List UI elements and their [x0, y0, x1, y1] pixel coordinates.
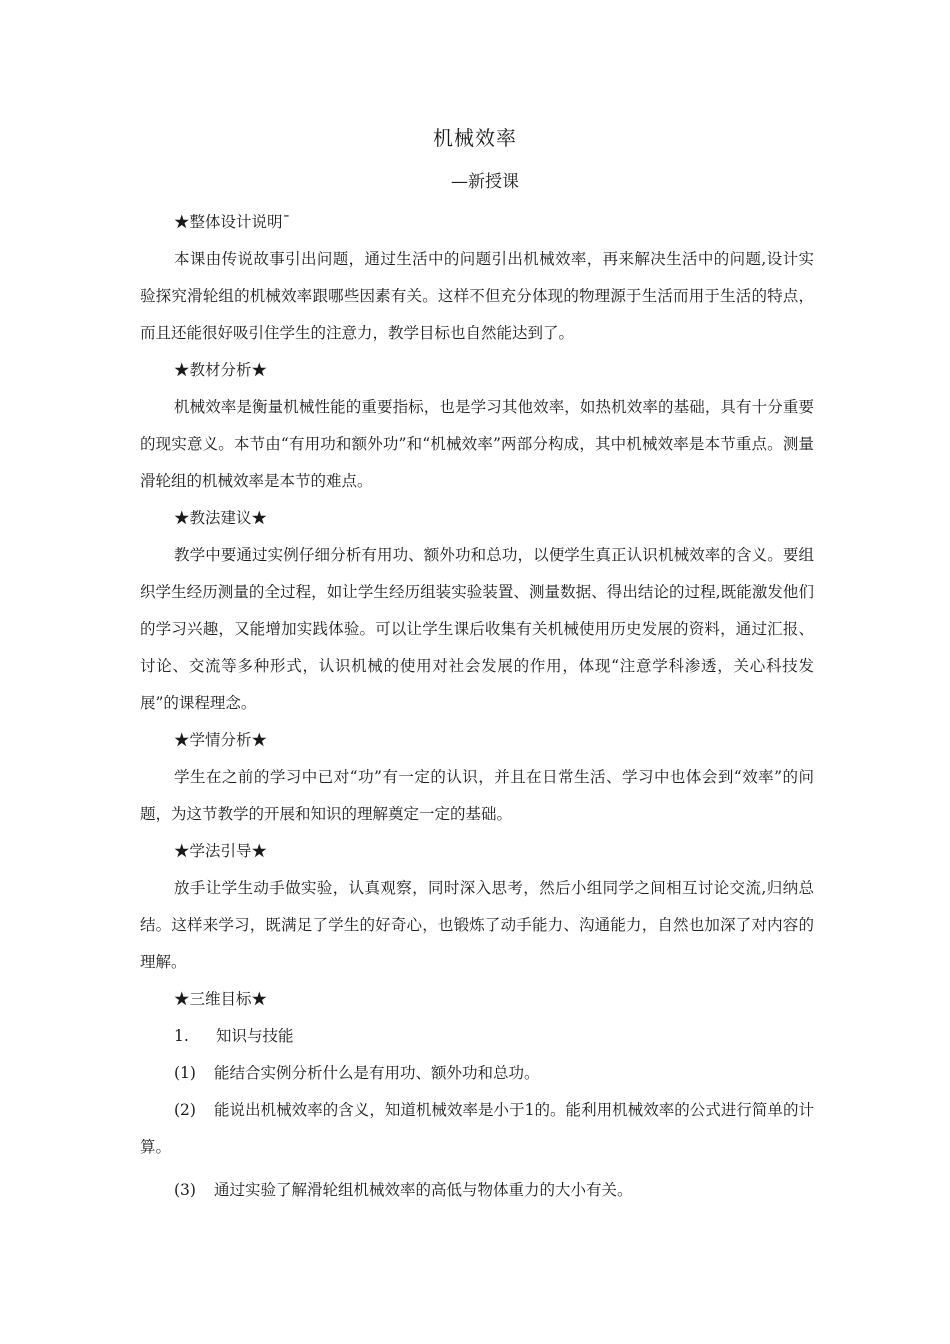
section-heading-textbook-analysis: ★教材分析★ [174, 361, 268, 379]
section-paragraph-student-analysis: 学生在之前的学习中已对“功”有一定的认识，并且在日常生活、学习中也体会到“效率”的问题，为这节教学的开展和知识的理解奠定一定的基础。 [140, 768, 814, 823]
page-title: 机械效率 [433, 126, 517, 150]
section-heading-three-dimensional-goals: ★三维目标★ [174, 990, 268, 1008]
document-body [140, 204, 814, 1209]
section-paragraph-learning-guidance: 放手让学生动手做实验，认真观察，同时深入思考，然后小组同学之间相互讨论交流,归纳总结。这样来学习，既满足了学生的好奇心，也锻炼了动手能力、沟通能力，自然也加深了对内容的理解。 [140, 879, 814, 971]
section-paragraph-teaching-suggestions: 教学中要通过实例仔细分析有用功、额外功和总功，以便学生真正认识机械效率的含义。要组织学生经历测量的全过程，如让学生经历组装实验装置、测量数据、得出结论的过程,既能激发他们的学习兴趣，又能增加实践体验。可以让学生课后收集有关机械使用历史发展的资料，通过汇报、讨论、交流等多种形式，认识机械的使用对社会发展的作用，体现“注意学科渗透，关心科技发展”的课程理念。 [140, 546, 814, 712]
section-heading-overall-design: ★整体设计说明ˉ [174, 213, 291, 231]
goal-sub-item-3 [140, 1172, 814, 1209]
section-heading-student-analysis: ★学情分析★ [174, 731, 268, 749]
goal-sub-item-number: (1) [174, 1064, 196, 1082]
goal-item-knowledge-skills [140, 1018, 814, 1055]
section-paragraph-overall-design: 本课由传说故事引出问题，通过生活中的问题引出机械效率，再来解决生活中的问题,设计实验探究滑轮组的机械效率跟哪些因素有关。这样不但充分体现的物理源于生活而用于生活的特点，而且还能很好吸引住学生的注意力，教学目标也自然能达到了。 [140, 250, 814, 342]
goal-sub-item-number: (3) [174, 1181, 196, 1199]
goal-item-title: 知识与技能 [216, 1027, 294, 1045]
page-subtitle: —新授课 [451, 172, 519, 192]
section-paragraph-textbook-analysis: 机械效率是衡量机械性能的重要指标，也是学习其他效率，如热机效率的基础，具有十分重要的现实意义。本节由“有用功和额外功”和“机械效率”两部分构成，其中机械效率是本节重点。测量滑轮组的机械效率是本节的难点。 [140, 398, 814, 490]
section-heading-teaching-suggestions: ★教法建议★ [174, 509, 268, 527]
section-heading-learning-guidance: ★学法引导★ [174, 842, 268, 860]
goal-sub-item-2 [140, 1092, 814, 1166]
goal-sub-item-text: 能说出机械效率的含义，知道机械效率是小于1的。能利用机械效率的公式进行简单的计算。 [140, 1101, 814, 1156]
goal-sub-item-number: (2) [174, 1101, 196, 1119]
goal-item-number: 1. [174, 1027, 189, 1045]
goal-sub-item-text: 通过实验了解滑轮组机械效率的高低与物体重力的大小有关。 [214, 1181, 633, 1199]
goal-sub-item-1 [140, 1055, 814, 1092]
goal-sub-item-text: 能结合实例分析什么是有用功、额外功和总功。 [214, 1064, 540, 1082]
